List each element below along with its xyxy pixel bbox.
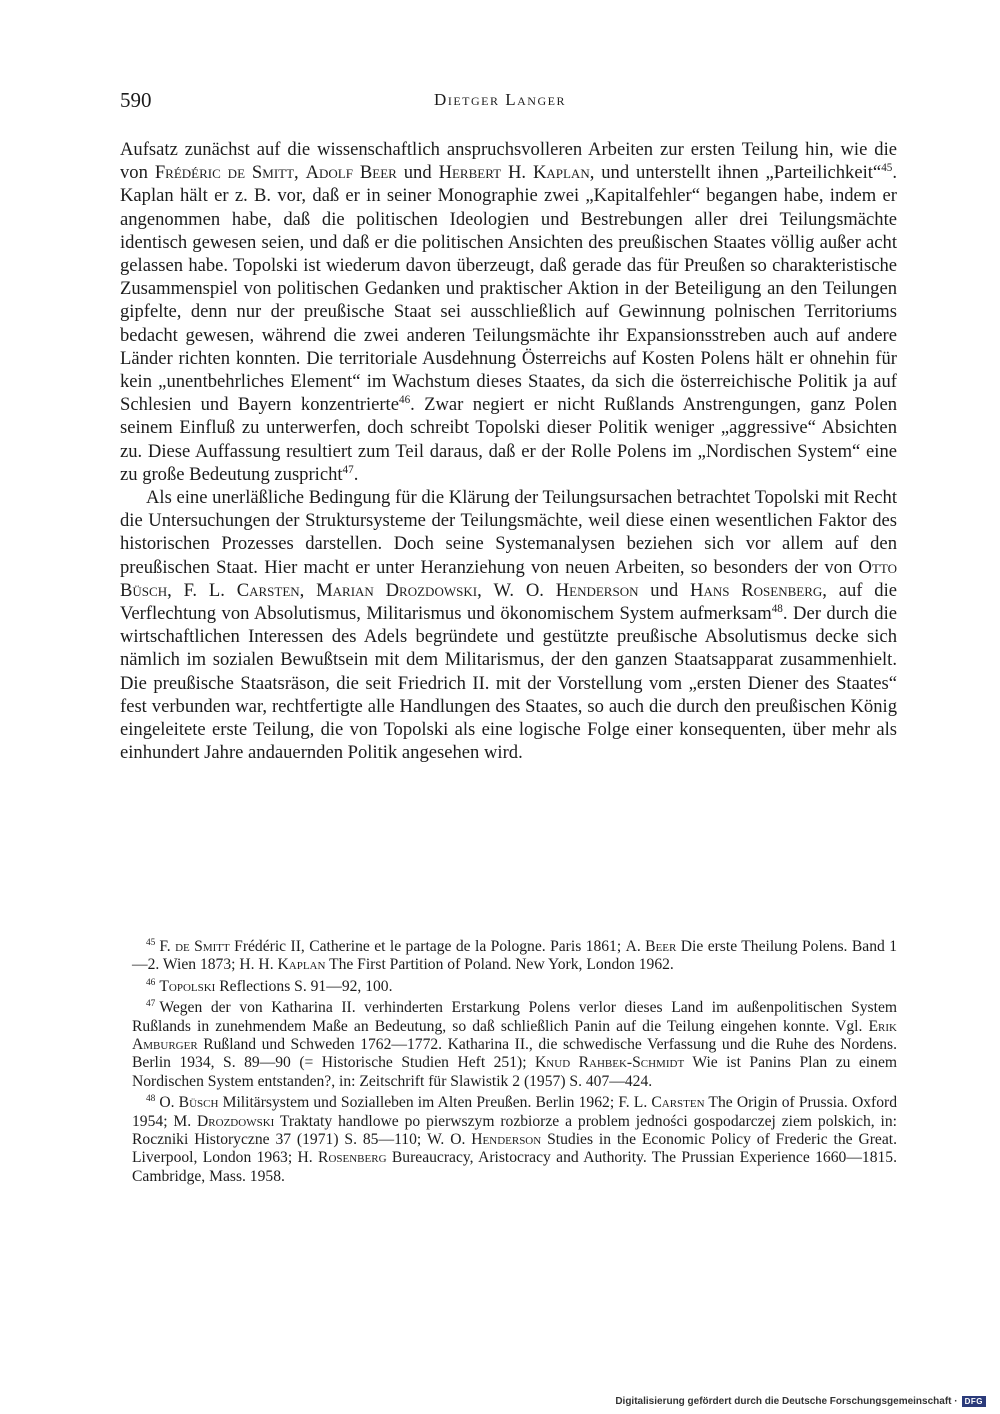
author-name: F. L. Carsten [183, 579, 300, 601]
footnote-ref: 47 [342, 463, 354, 476]
text-span: Frédéric II, Catherine et le partage de la Pologne. Paris 1861; [229, 938, 626, 955]
text-span: The Origin of Prussia. Oxford 1954; [132, 1094, 897, 1130]
text-span: . Zwar negiert er nicht Rußlands Anstrengungen, ganz Polen seinem Einfluß zu unterwerfen, doch schreibt Topolski dieser Politik weniger „aggressive“ Absichten zu. Diese Auffassung resultiert zum Teil daraus, daß er der Rolle Polens im „Nordischen System“ eine zu große Bedeutung zuspricht [120, 394, 897, 485]
footnote-ref: 48 [771, 602, 783, 615]
paragraph-1 [120, 138, 897, 486]
main-text [120, 138, 897, 764]
footnote-46 [132, 978, 897, 996]
footnote-48 [132, 1094, 897, 1186]
author-name: Erik Amburger [132, 1017, 897, 1054]
footnote-marker: 48 [146, 1094, 156, 1105]
text-span: und [638, 579, 691, 601]
author-name: Marian Drozdowski [316, 579, 478, 601]
author-name: A. Beer [625, 938, 677, 955]
text-span: Die erste Theilung Polens. Band 1—2. Wien 1873; [132, 938, 897, 974]
footnote-47 [132, 999, 897, 1091]
text-span: The First Partition of Poland. New York, London 1962. [325, 956, 674, 974]
text-span: . Der durch die wirtschaftlichen Interessen des Adels begründete und gestützte preußische Absolutismus decke sich nämlich im sozialen Bewußtsein mit dem Militarismus, der den ganzen Staatsapparat zusammenhielt. Die preußische Staatsräson, die seit Friedrich II. mit der Vorstellung vom „ersten Diener des Staates“ fest verbunden war, rechtfertigte alle Handlungen des Staates, so auch die durch den preußischen König eingeleitete erste Teilung, die von Topolski als eine logische Folge einer konsequenten, über mehr als einhundert Jahre andauernden Politik angesehen wird. [120, 603, 897, 764]
footnotes [132, 938, 897, 1189]
text-span: Traktaty handlowe po pierwszym rozbiorze a problem jedności gospodarczej ziem polskich, in: Roczniki Historyczne 37 (1971) S. 85—110; [132, 1112, 898, 1149]
text-span: Studies in the Economic Policy of Frederic the Great. Liverpool, London 1963; [132, 1131, 897, 1167]
author-name: Hans Rosenberg [690, 579, 823, 601]
running-head: Dietger Langer [434, 90, 566, 109]
digitization-credit [615, 1396, 986, 1407]
text-span: Reflections S. 91—92, 100. [215, 977, 393, 995]
author-name: F. L. Carsten [618, 1094, 705, 1112]
author-name: Topolski [159, 977, 216, 995]
page-number: 590 [120, 88, 152, 112]
author-name: M. Drozdowski [173, 1112, 275, 1130]
text-span: . [353, 463, 359, 485]
text-span: Bureaucracy, Aristocracy and Authority. The Prussian Experience 1660—1815. Cambridge, Mass. 1958. [132, 1149, 897, 1185]
text-span: , [167, 579, 184, 601]
text-span: , auf die Verflechtung von Absolutismus, Militarismus und ökonomischem System aufmerksam [120, 579, 898, 625]
author-name: O. Büsch [159, 1094, 219, 1112]
paragraph-2 [120, 486, 897, 764]
text-span: . Kaplan hält er z. B. vor, daß er in seiner Monographie zwei „Kapitalfehler“ begangen habe, indem er angenommen habe, daß die politischen Ideologien und Bestrebungen aller drei Teilungsmächte identisch gewesen seien, und daß er die politischen Ansichten des preußischen Staates völlig außer acht gelassen habe. Topolski ist wiederum davon überzeugt, daß gerade das für Preußen so charakteristische Zusammenspiel von politischen Gedanken und praktischer Aktion in der Beteiligung an den Teilungen gipfelte, denn nur der preußische Staat sei ausschließlich auf Gewinnung polnischen Territoriums bedacht gewesen, während die zwei anderen Teilungsmächte ihr Expansionsstreben auch auf andere Länder richten konnten. Die territoriale Ausdehnung Österreichs auf Kosten Polens hält er ohnehin für kein „unentbehrliches Element“ im Wachstum dieses Staates, da sich die österreichische Politik ja auf Schlesien und Bayern konzentrierte [120, 162, 897, 416]
footnote-marker: 46 [146, 977, 156, 988]
author-name: Otto Büsch [120, 556, 897, 601]
text-span: Aufsatz zunächst auf die wissenschaftlich anspruchsvolleren Arbeiten zur ersten Teilung hin, wie die von [120, 139, 897, 184]
footnote-marker: 47 [146, 999, 156, 1010]
text-span: , [477, 579, 494, 601]
author-name: H. Rosenberg [297, 1149, 387, 1167]
author-name: Herbert H. Kaplan [438, 162, 590, 184]
author-name: Adolf Beer [305, 162, 397, 184]
dfg-logo-icon: DFG [962, 1396, 986, 1407]
author-name: W. O. Henderson [493, 579, 639, 601]
text-span: , [299, 579, 317, 601]
author-name: H. H. Kaplan [239, 956, 326, 974]
author-name: Knud Rahbek-Schmidt [535, 1054, 685, 1072]
text-span: , [294, 162, 306, 184]
text-span: und [396, 162, 439, 184]
author-name: W. O. Henderson [427, 1131, 542, 1149]
footnote-ref: 45 [881, 161, 893, 174]
footnote-45 [132, 938, 897, 975]
credit-text: Digitalisierung gefördert durch die Deutsche Forschungsgemeinschaft · [615, 1396, 958, 1407]
text-span: Militärsystem und Sozialleben im Alten Preußen. Berlin 1962; [218, 1094, 619, 1112]
text-span: Rußland und Schweden 1762—1772. Katharina II., die schwedische Verfassung und die Ruhe des Nordens. Berlin 1934, S. 89—90 (= Historische Studien Heft 251); [132, 1036, 897, 1072]
footnote-marker: 45 [146, 937, 156, 948]
text-span: Wegen der von Katharina II. verhinderten Erstarkung Polens verlor dieses Land im außenpolitischen System Rußlands in zunehmendem Maße an Bedeutung, so daß schließlich Panin auf die Teilung eingehen konnte. Vgl. [132, 999, 897, 1035]
text-span: , und unterstellt ihnen „Parteilichkeit“ [589, 162, 882, 184]
text-span: Als eine unerläßliche Bedingung für die Klärung der Teilungsursachen betrachtet Topolski mit Recht die Untersuchungen der Struktursysteme der Teilungsmächte, weil diese einen wesentlichen Faktor des historischen Prozesses darstellen. Doch seine Systemanalysen beziehen sich vor allem auf den preußischen Staat. Hier macht er unter Heranziehung von neuen Arbeiten, so besonders der von [120, 487, 897, 578]
text-span: Wie ist Panins Plan zu einem Nordischen System entstanden?, in: Zeitschrift für Slawistik 2 (1957) S. 407—424. [132, 1054, 897, 1090]
author-name: F. de Smitt [159, 938, 230, 955]
footnote-ref: 46 [398, 393, 411, 406]
author-name: Frédéric de Smitt [154, 162, 295, 184]
